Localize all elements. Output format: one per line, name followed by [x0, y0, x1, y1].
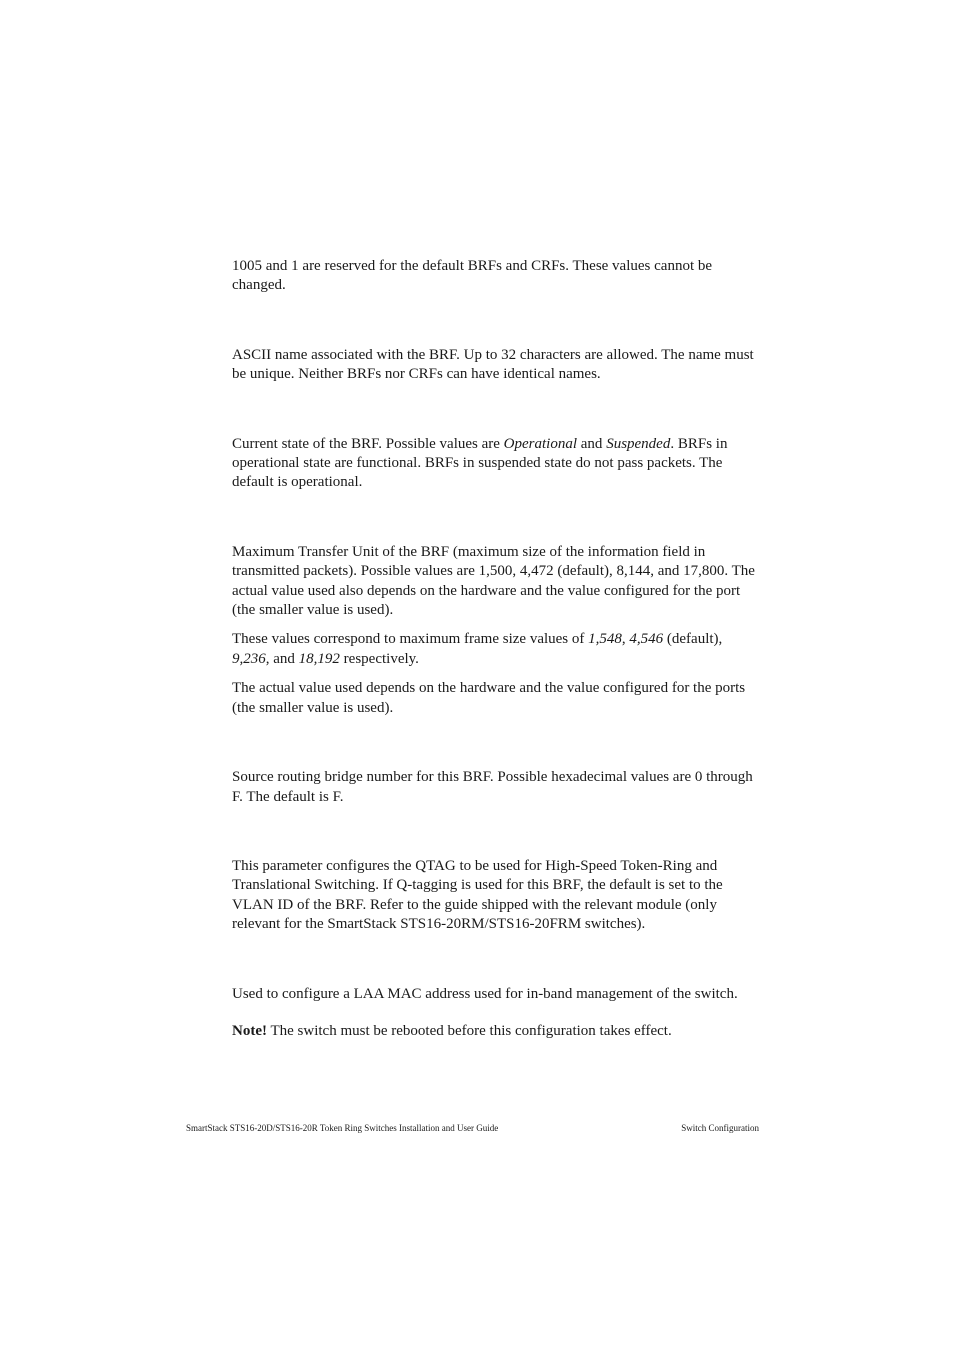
bridge-number-description: Source routing bridge number for this BRF. Possible hexadecimal values are 0 through F. The default is F.: [232, 769, 753, 805]
mtu-description: Maximum Transfer Unit of the BRF (maximum size of the information field in transmitted packets). Possible values are 1,500, 4,472 (default), 8,144, and 17,800. The actual value used also depends on the hardware and the value configured for the port (the smaller value is used).: [232, 543, 755, 619]
state-value-operational: Operational: [503, 435, 578, 452]
section-bridge-number: [232, 768, 762, 807]
frame-size-4546: 4,546: [629, 631, 664, 648]
name-description: ASCII name associated with the BRF. Up to 32 characters are allowed. The name must be unique. Neither BRFs nor CRFs can have identical names.: [232, 346, 754, 383]
section-qtag: [232, 857, 762, 935]
footer-chapter-title: Switch Configuration: [681, 1123, 759, 1133]
note-label: Note!: [232, 1022, 267, 1039]
note-text: The switch must be rebooted before this configuration takes effect.: [266, 1022, 672, 1039]
section-state: [232, 435, 762, 493]
mtu-frame-text-b: respectively.: [339, 650, 419, 667]
frame-size-1548: 1,548: [588, 631, 622, 648]
mtu-frame-sizes: [232, 630, 762, 669]
mtu-sep-3: , and: [265, 650, 299, 667]
mtu-hardware-note: The actual value used depends on the hardware and the value configured for the ports (the smaller value is used).: [232, 680, 746, 716]
state-text-a: Current state of the BRF. Possible values are: [232, 435, 504, 452]
laa-mac-description: Used to configure a LAA MAC address used for in-band management of the switch.: [232, 985, 738, 1002]
frame-size-18192: 18,192: [298, 650, 340, 667]
vlan-id-description: 1005 and 1 are reserved for the default BRFs and CRFs. These values cannot be changed.: [232, 258, 713, 294]
section-mtu: [232, 543, 762, 718]
reboot-note: [232, 1022, 762, 1041]
state-text-b: . BRFs in operational state are functional. BRFs in suspended state do not pass packets. The default is operational.: [232, 435, 728, 491]
mtu-sep-1: ,: [621, 631, 630, 648]
section-name: [232, 346, 762, 385]
state-value-suspended: Suspended: [606, 435, 671, 452]
frame-size-9236: 9,236: [232, 650, 266, 667]
state-text-and: and: [577, 435, 607, 452]
footer-guide-title: SmartStack STS16-20D/STS16-20R Token Ring Switches Installation and User Guide: [186, 1123, 499, 1133]
section-laa-mac: [232, 985, 762, 1042]
mtu-sep-2: (default),: [663, 631, 723, 648]
page-content: [232, 257, 762, 1041]
mtu-frame-text-a: These values correspond to maximum frame size values of: [232, 631, 589, 648]
section-vlan-id: [232, 257, 762, 296]
state-description: [232, 435, 762, 493]
page-footer: [186, 1122, 759, 1134]
qtag-description: This parameter configures the QTAG to be used for High-Speed Token-Ring and Translational Switching. If Q-tagging is used for this BRF, the default is set to the VLAN ID of the BRF. Refer to the guide shipped with the relevant module (only relevant for the SmartStack STS16-20RM/STS16-20FRM switches).: [232, 857, 723, 933]
